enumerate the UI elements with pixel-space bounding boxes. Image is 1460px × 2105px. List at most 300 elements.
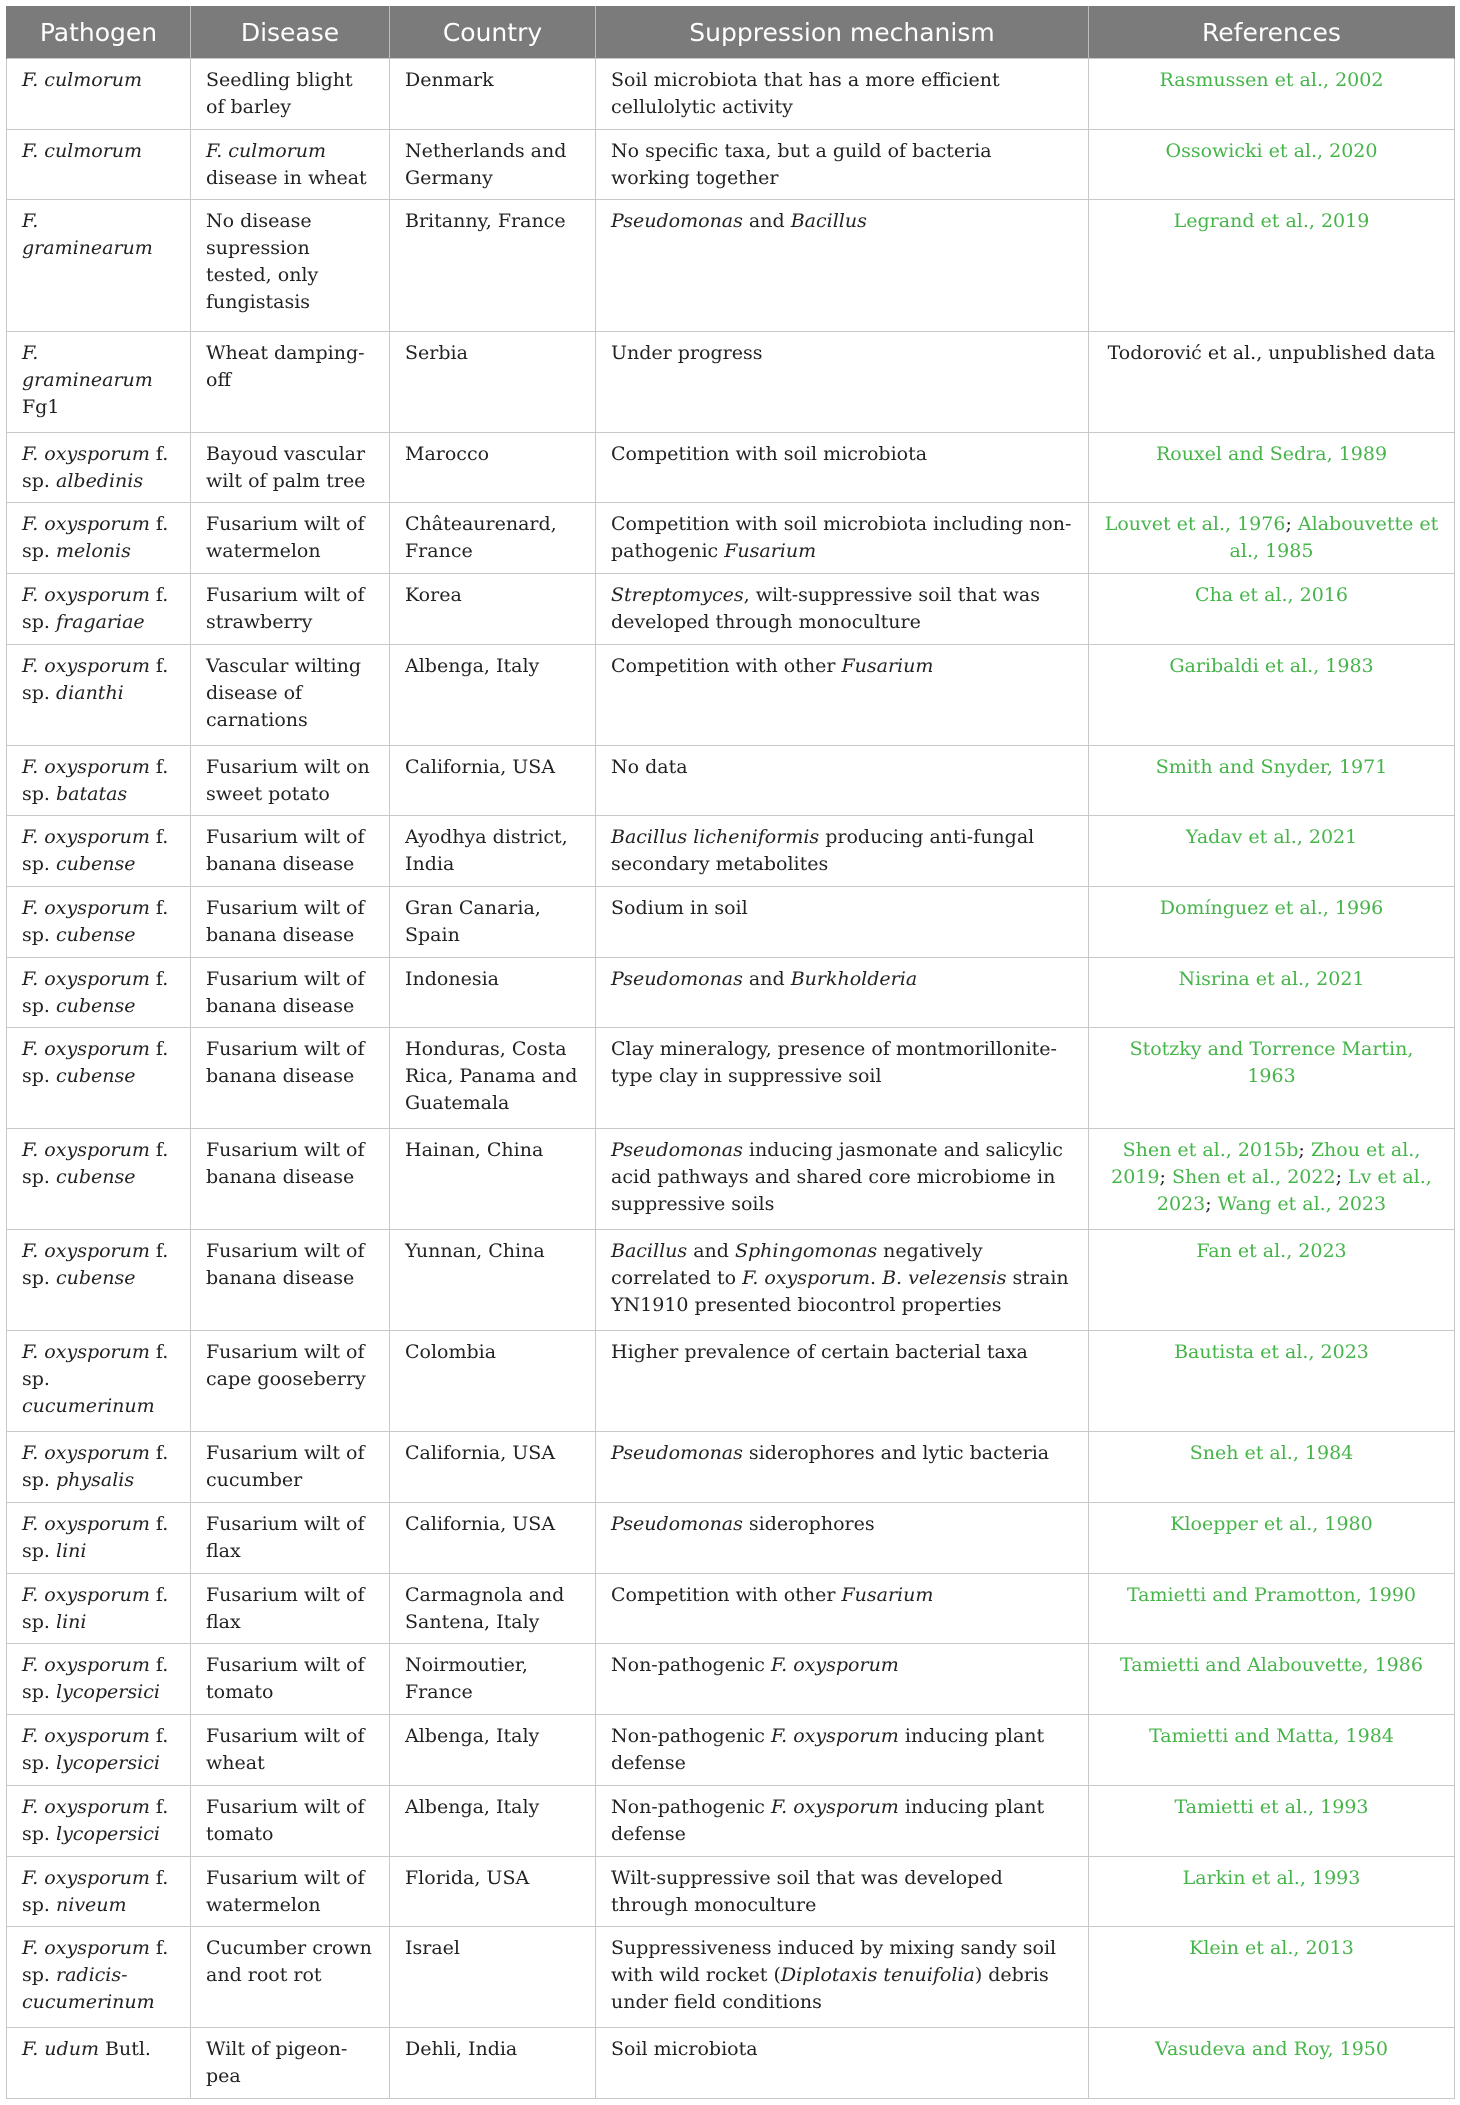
reference-link[interactable]: Rasmussen et al., 2002	[1159, 69, 1384, 91]
mechanism-part: Clay mineralogy, presence of montmorillonite-type clay in suppressive soil	[611, 1038, 1057, 1088]
pathogen-cell	[7, 200, 191, 331]
mechanism-part: Non-pathogenic	[611, 1654, 771, 1677]
mechanism-part: ) debris under field conditions	[611, 1964, 1049, 2014]
mechanism-part: Streptomyces	[611, 584, 744, 607]
pathogen-cell	[7, 1331, 191, 1432]
disease-cell	[191, 503, 390, 574]
table-row	[7, 1927, 1455, 2028]
disease-cell	[191, 1432, 390, 1503]
disease-part: Fusarium wilt of wheat	[206, 1725, 365, 1775]
reference-link[interactable]: Sneh et al., 1984	[1189, 1442, 1354, 1465]
country-cell: Albenga, Italy	[390, 644, 596, 745]
pathogen-part: lini	[56, 1610, 87, 1633]
reference-link[interactable]: Bautista et al., 2023	[1174, 1341, 1369, 1364]
disease-cell	[191, 1129, 390, 1230]
disease-part: Fusarium wilt of cucumber	[206, 1442, 365, 1492]
reference-link[interactable]: Fan et al., 2023	[1196, 1240, 1347, 1263]
mechanism-part: inducing jasmonate and salicylic acid pathways and shared core microbiome in suppressive soils	[611, 1139, 1063, 1216]
references-cell	[1089, 1573, 1455, 1644]
table-row	[7, 574, 1455, 645]
pathogen-part: f. sp.	[22, 1139, 169, 1189]
disease-part: Fusarium wilt of watermelon	[206, 513, 365, 563]
references-cell	[1089, 816, 1455, 887]
mechanism-cell	[596, 1927, 1089, 2028]
mechanism-part: Bacillus	[790, 210, 867, 233]
mechanism-part: negatively correlated to	[611, 1240, 983, 1290]
reference-link[interactable]: Cha et al., 2016	[1195, 584, 1348, 607]
country-cell: Britanny, France	[390, 200, 596, 331]
pathogen-part: F. oxysporum	[22, 1795, 150, 1818]
mechanism-cell	[596, 1856, 1089, 1927]
disease-part: Seedling blight of barley	[206, 69, 353, 118]
country-cell: Ayodhya district, India	[390, 816, 596, 887]
mechanism-part: Pseudomonas	[611, 210, 743, 233]
pathogen-cell	[7, 816, 191, 887]
fusarium-suppression-table	[6, 6, 1455, 2099]
pathogen-part: cubense	[56, 853, 136, 876]
pathogen-part: melonis	[56, 540, 131, 563]
pathogen-cell	[7, 1644, 191, 1715]
reference-link[interactable]: Nisrina et al., 2021	[1178, 967, 1365, 990]
pathogen-part: cucumerinum	[22, 1395, 155, 1418]
mechanism-part: strain YN1910 presented biocontrol properties	[611, 1267, 1069, 1317]
mechanism-part: F. oxysporum	[742, 1267, 870, 1290]
mechanism-part: Higher prevalence of certain bacterial taxa	[611, 1341, 1028, 1364]
reference-link[interactable]: Ossowicki et al., 2020	[1165, 139, 1378, 162]
references-cell	[1089, 1331, 1455, 1432]
mechanism-part: inducing plant defense	[611, 1725, 1045, 1775]
pathogen-cell	[7, 574, 191, 645]
disease-cell	[191, 1573, 390, 1644]
references-cell	[1089, 1028, 1455, 1129]
reference-link[interactable]: Smith and Snyder, 1971	[1155, 755, 1388, 778]
pathogen-part: albedinis	[56, 469, 144, 492]
pathogen-part: f. sp.	[22, 654, 169, 704]
mechanism-part: Fusarium	[841, 654, 934, 677]
mechanism-cell	[596, 957, 1089, 1028]
table-row	[7, 1715, 1455, 1786]
country-cell: Yunnan, China	[390, 1230, 596, 1331]
mechanism-part: Competition with soil microbiota including non-pathogenic	[611, 513, 1072, 563]
pathogen-part: F. udum	[22, 2038, 99, 2061]
reference-link[interactable]: Lv et al., 2023	[1156, 1166, 1432, 1216]
reference-link[interactable]: Tamietti and Matta, 1984	[1149, 1725, 1394, 1748]
mechanism-cell	[596, 2028, 1089, 2099]
pathogen-part: F. oxysporum	[22, 1513, 150, 1536]
disease-part: Fusarium wilt of banana disease	[206, 897, 365, 947]
country-cell: Denmark	[390, 59, 596, 130]
mechanism-part: and	[742, 967, 791, 990]
references-cell	[1089, 59, 1455, 130]
disease-part: Fusarium wilt of tomato	[206, 1654, 365, 1704]
country-cell: Florida, USA	[390, 1856, 596, 1927]
disease-part: Fusarium wilt of flax	[206, 1513, 365, 1563]
mechanism-cell	[596, 59, 1089, 130]
references-cell	[1089, 1432, 1455, 1503]
table-row	[7, 816, 1455, 887]
country-cell: Châteaurenard, France	[390, 503, 596, 574]
table-row	[7, 1230, 1455, 1331]
disease-part: Wheat damping-off	[206, 341, 365, 391]
mechanism-cell	[596, 745, 1089, 816]
mechanism-part: F. oxysporum	[770, 1654, 899, 1677]
mechanism-cell	[596, 432, 1089, 503]
reference-separator: ;	[1205, 1193, 1218, 1216]
disease-cell	[191, 816, 390, 887]
disease-part: F. culmorum	[206, 139, 327, 162]
disease-cell	[191, 1785, 390, 1856]
disease-cell	[191, 1230, 390, 1331]
reference-link[interactable]: Yadav et al., 2021	[1185, 826, 1358, 849]
disease-cell	[191, 887, 390, 958]
mechanism-cell	[596, 200, 1089, 331]
table-row	[7, 2028, 1455, 2099]
pathogen-part: F. oxysporum	[22, 967, 150, 990]
country-cell: California, USA	[390, 1503, 596, 1574]
mechanism-cell	[596, 503, 1089, 574]
mechanism-cell	[596, 1129, 1089, 1230]
mechanism-part: Competition with soil microbiota	[611, 442, 928, 465]
table-row	[7, 129, 1455, 200]
reference-link[interactable]: Larkin et al., 1993	[1182, 1866, 1361, 1889]
disease-cell	[191, 432, 390, 503]
reference-link[interactable]: Tamietti and Alabouvette, 1986	[1120, 1654, 1423, 1677]
reference-link[interactable]: Domínguez et al., 1996	[1159, 897, 1384, 920]
country-cell: California, USA	[390, 745, 596, 816]
mechanism-part: siderophores	[742, 1513, 875, 1536]
disease-part: Vascular wilting disease of carnations	[206, 654, 361, 731]
pathogen-part: Fg1	[22, 395, 60, 418]
disease-part: Fusarium wilt on sweet potato	[206, 755, 370, 805]
references-cell	[1089, 1230, 1455, 1331]
country-cell: California, USA	[390, 1432, 596, 1503]
mechanism-cell	[596, 1785, 1089, 1856]
country-cell: Colombia	[390, 1331, 596, 1432]
pathogen-part: fragariae	[56, 611, 145, 634]
pathogen-part: F. oxysporum	[22, 442, 150, 465]
header-row	[7, 6, 1455, 59]
table-row	[7, 644, 1455, 745]
pathogen-part: lycopersici	[56, 1681, 160, 1704]
table-row	[7, 331, 1455, 432]
pathogen-part: radicis-cucumerinum	[22, 1964, 155, 2014]
table-row	[7, 1129, 1455, 1230]
pathogen-part: F. graminearum	[22, 210, 153, 260]
references-cell	[1089, 887, 1455, 958]
pathogen-part: F. oxysporum	[22, 1442, 150, 1465]
pathogen-part: lycopersici	[56, 1752, 160, 1775]
disease-part: Fusarium wilt of banana disease	[206, 1139, 365, 1189]
disease-part: Fusarium wilt of cape gooseberry	[206, 1341, 366, 1391]
references-cell	[1089, 2028, 1455, 2099]
mechanism-cell	[596, 816, 1089, 887]
country-cell: Carmagnola and Santena, Italy	[390, 1573, 596, 1644]
header-country: Country	[390, 6, 596, 59]
pathogen-part: niveum	[56, 1893, 127, 1916]
pathogen-part: f. sp.	[22, 755, 169, 805]
disease-part: Bayoud vascular wilt of palm tree	[206, 442, 366, 492]
mechanism-part: Suppressiveness induced by mixing sandy soil with wild rocket (	[611, 1937, 1057, 1987]
pathogen-part: F. oxysporum	[22, 584, 150, 607]
pathogen-cell	[7, 1503, 191, 1574]
pathogen-part: Butl.	[98, 2038, 151, 2061]
reference-link[interactable]: Kloepper et al., 1980	[1170, 1513, 1373, 1536]
pathogen-part: F. oxysporum	[22, 1725, 150, 1748]
reference-link[interactable]: Tamietti and Pramotton, 1990	[1126, 1583, 1417, 1606]
mechanism-cell	[596, 331, 1089, 432]
disease-cell	[191, 1503, 390, 1574]
references-cell	[1089, 503, 1455, 574]
disease-cell	[191, 1927, 390, 2028]
country-cell: Gran Canaria, Spain	[390, 887, 596, 958]
pathogen-part: f. sp.	[22, 1513, 169, 1563]
pathogen-part: f. sp.	[22, 1038, 169, 1088]
mechanism-part: Bacillus	[611, 1240, 688, 1263]
pathogen-cell	[7, 1856, 191, 1927]
mechanism-part: Pseudomonas	[611, 1442, 743, 1465]
header-disease: Disease	[191, 6, 390, 59]
references-cell	[1089, 1715, 1455, 1786]
references-cell	[1089, 129, 1455, 200]
mechanism-part: Soil microbiota that has a more efficient cellulolytic activity	[611, 69, 1000, 118]
pathogen-part: f. sp.	[22, 897, 169, 947]
disease-cell	[191, 1644, 390, 1715]
mechanism-part: .	[869, 1267, 883, 1290]
reference-link[interactable]: Wang et al., 2023	[1217, 1193, 1387, 1216]
disease-cell	[191, 59, 390, 130]
pathogen-part: f. sp.	[22, 1937, 169, 1987]
pathogen-part: F. oxysporum	[22, 1583, 150, 1606]
disease-cell	[191, 200, 390, 331]
mechanism-part: Diplotaxis tenuifolia	[780, 1964, 975, 1987]
table-row	[7, 503, 1455, 574]
reference-link[interactable]: Shen et al., 2022	[1171, 1166, 1336, 1189]
country-cell: Korea	[390, 574, 596, 645]
country-cell: Netherlands and Germany	[390, 129, 596, 200]
disease-cell	[191, 1331, 390, 1432]
references-cell	[1089, 200, 1455, 331]
mechanism-part: Bacillus licheniformis	[611, 826, 820, 849]
mechanism-cell	[596, 1715, 1089, 1786]
country-cell: Albenga, Italy	[390, 1715, 596, 1786]
table-row	[7, 1432, 1455, 1503]
mechanism-part: Pseudomonas	[611, 1513, 743, 1536]
reference-link[interactable]: Rouxel and Sedra, 1989	[1155, 442, 1388, 465]
mechanism-part: inducing plant defense	[611, 1795, 1045, 1845]
disease-part: No disease supression tested, only fungistasis	[206, 210, 319, 314]
pathogen-part: cubense	[56, 1267, 136, 1290]
reference-link[interactable]: Stotzky and Torrence Martin, 1963	[1129, 1038, 1414, 1088]
references-cell	[1089, 745, 1455, 816]
pathogen-part: f. sp.	[22, 1795, 169, 1845]
mechanism-part: Wilt-suppressive soil that was developed through monoculture	[611, 1866, 1003, 1916]
pathogen-cell	[7, 432, 191, 503]
table-row	[7, 432, 1455, 503]
disease-part: Fusarium wilt of banana disease	[206, 1038, 365, 1088]
reference-separator: ;	[1285, 513, 1298, 536]
pathogen-part: f. sp.	[22, 513, 169, 563]
table-body	[7, 59, 1455, 2099]
table-container	[6, 6, 1454, 2099]
mechanism-cell	[596, 644, 1089, 745]
country-cell: Honduras, Costa Rica, Panama and Guatemala	[390, 1028, 596, 1129]
pathogen-part: dianthi	[56, 681, 124, 704]
pathogen-part: F. oxysporum	[22, 1654, 150, 1677]
pathogen-part: f. sp.	[22, 967, 169, 1017]
mechanism-part: Pseudomonas	[611, 1139, 743, 1162]
table-row	[7, 1573, 1455, 1644]
mechanism-part: producing anti-fungal secondary metabolites	[611, 826, 1035, 876]
mechanism-cell	[596, 1432, 1089, 1503]
references-cell	[1089, 1856, 1455, 1927]
pathogen-cell	[7, 745, 191, 816]
table-row	[7, 1028, 1455, 1129]
disease-cell	[191, 129, 390, 200]
table-row	[7, 1785, 1455, 1856]
mechanism-part: Non-pathogenic	[611, 1795, 771, 1818]
pathogen-cell	[7, 887, 191, 958]
disease-part: Fusarium wilt of banana disease	[206, 967, 365, 1017]
reference-link[interactable]: Vasudeva and Roy, 1950	[1155, 2038, 1388, 2061]
references-cell	[1089, 644, 1455, 745]
pathogen-cell	[7, 1573, 191, 1644]
country-cell: Indonesia	[390, 957, 596, 1028]
country-cell: Israel	[390, 1927, 596, 2028]
pathogen-part: f. sp.	[22, 1866, 169, 1916]
pathogen-cell	[7, 1028, 191, 1129]
reference-link[interactable]: Zhou et al., 2019	[1111, 1139, 1421, 1189]
reference-link[interactable]: Garibaldi et al., 1983	[1169, 654, 1374, 677]
mechanism-part: No specific taxa, but a guild of bacteria working together	[611, 139, 992, 189]
pathogen-part: f. sp.	[22, 442, 169, 492]
disease-part: Fusarium wilt of banana disease	[206, 826, 365, 876]
mechanism-part: Sphingomonas	[734, 1240, 878, 1263]
pathogen-part: batatas	[56, 782, 128, 805]
disease-part: Fusarium wilt of flax	[206, 1583, 365, 1633]
mechanism-part: Under progress	[611, 341, 763, 364]
pathogen-cell	[7, 503, 191, 574]
pathogen-part: F. oxysporum	[22, 1937, 150, 1960]
mechanism-part: F. oxysporum	[770, 1725, 899, 1748]
mechanism-part: F. oxysporum	[770, 1795, 899, 1818]
references-cell	[1089, 1644, 1455, 1715]
reference-link[interactable]: Legrand et al., 2019	[1173, 210, 1370, 233]
mechanism-cell	[596, 1331, 1089, 1432]
pathogen-cell	[7, 1432, 191, 1503]
country-cell: Hainan, China	[390, 1129, 596, 1230]
pathogen-part: F. oxysporum	[22, 1240, 150, 1263]
table-row	[7, 1503, 1455, 1574]
pathogen-part: F. oxysporum	[22, 826, 150, 849]
references-cell	[1089, 574, 1455, 645]
pathogen-part: f. sp.	[22, 826, 169, 876]
reference-link[interactable]: Louvet et al., 1976	[1104, 513, 1286, 536]
pathogen-cell	[7, 957, 191, 1028]
mechanism-part: Fusarium	[724, 540, 817, 563]
mechanism-part: siderophores and lytic bacteria	[742, 1442, 1050, 1465]
mechanism-cell	[596, 1028, 1089, 1129]
pathogen-part: physalis	[56, 1469, 135, 1492]
country-cell: Marocco	[390, 432, 596, 503]
pathogen-cell	[7, 129, 191, 200]
header-pathogen: Pathogen	[7, 6, 191, 59]
pathogen-part: F. oxysporum	[22, 897, 150, 920]
reference-link[interactable]: Klein et al., 2013	[1189, 1937, 1354, 1960]
mechanism-part: and	[742, 210, 791, 233]
header-references: References	[1089, 6, 1455, 59]
table-row	[7, 1856, 1455, 1927]
pathogen-cell	[7, 1785, 191, 1856]
disease-part: Wilt of pigeon-pea	[206, 2038, 348, 2088]
mechanism-cell	[596, 1503, 1089, 1574]
reference-link[interactable]: Shen et al., 2015b	[1122, 1139, 1299, 1162]
reference-separator: ;	[1298, 1139, 1311, 1162]
disease-cell	[191, 1856, 390, 1927]
pathogen-part: F. oxysporum	[22, 1341, 150, 1364]
country-cell: Albenga, Italy	[390, 1785, 596, 1856]
pathogen-part: f. sp.	[22, 1341, 169, 1391]
disease-cell	[191, 1715, 390, 1786]
pathogen-cell	[7, 1129, 191, 1230]
disease-part: Fusarium wilt of tomato	[206, 1795, 365, 1845]
pathogen-cell	[7, 59, 191, 130]
reference-separator: ;	[1159, 1166, 1172, 1189]
mechanism-part: Burkholderia	[790, 967, 918, 990]
mechanism-part: Competition with other	[611, 654, 842, 677]
references-cell	[1089, 957, 1455, 1028]
pathogen-cell	[7, 644, 191, 745]
country-cell: Noirmoutier, France	[390, 1644, 596, 1715]
mechanism-part: and	[687, 1240, 735, 1263]
pathogen-cell	[7, 1230, 191, 1331]
pathogen-part: F. oxysporum	[22, 755, 150, 778]
references-cell	[1089, 331, 1455, 432]
header-mechanism: Suppression mechanism	[596, 6, 1089, 59]
table-row	[7, 59, 1455, 130]
mechanism-part: B. velezensis	[882, 1267, 1007, 1290]
reference-link[interactable]: Alabouvette et al., 1985	[1229, 513, 1439, 563]
mechanism-cell	[596, 129, 1089, 200]
mechanism-part: Non-pathogenic	[611, 1725, 771, 1748]
disease-cell	[191, 644, 390, 745]
pathogen-part: F. oxysporum	[22, 654, 150, 677]
pathogen-cell	[7, 2028, 191, 2099]
mechanism-part: Soil microbiota	[611, 2038, 758, 2061]
pathogen-cell	[7, 331, 191, 432]
reference-separator: ;	[1335, 1166, 1349, 1189]
table-row	[7, 1331, 1455, 1432]
pathogen-part: F. oxysporum	[22, 1038, 150, 1061]
mechanism-part: No data	[611, 755, 688, 778]
references-cell	[1089, 1503, 1455, 1574]
mechanism-cell	[596, 574, 1089, 645]
pathogen-part: cubense	[56, 1065, 136, 1088]
disease-part: disease in wheat	[206, 166, 367, 189]
table-row	[7, 887, 1455, 958]
disease-cell	[191, 331, 390, 432]
pathogen-part: F. oxysporum	[22, 1139, 150, 1162]
country-cell: Dehli, India	[390, 2028, 596, 2099]
pathogen-part: lini	[56, 1540, 87, 1563]
reference-link[interactable]: Tamietti et al., 1993	[1174, 1795, 1369, 1818]
mechanism-part: Fusarium	[841, 1583, 934, 1606]
country-cell: Serbia	[390, 331, 596, 432]
mechanism-cell	[596, 1230, 1089, 1331]
disease-cell	[191, 574, 390, 645]
references-cell	[1089, 1927, 1455, 2028]
mechanism-cell	[596, 1644, 1089, 1715]
references-cell	[1089, 1785, 1455, 1856]
